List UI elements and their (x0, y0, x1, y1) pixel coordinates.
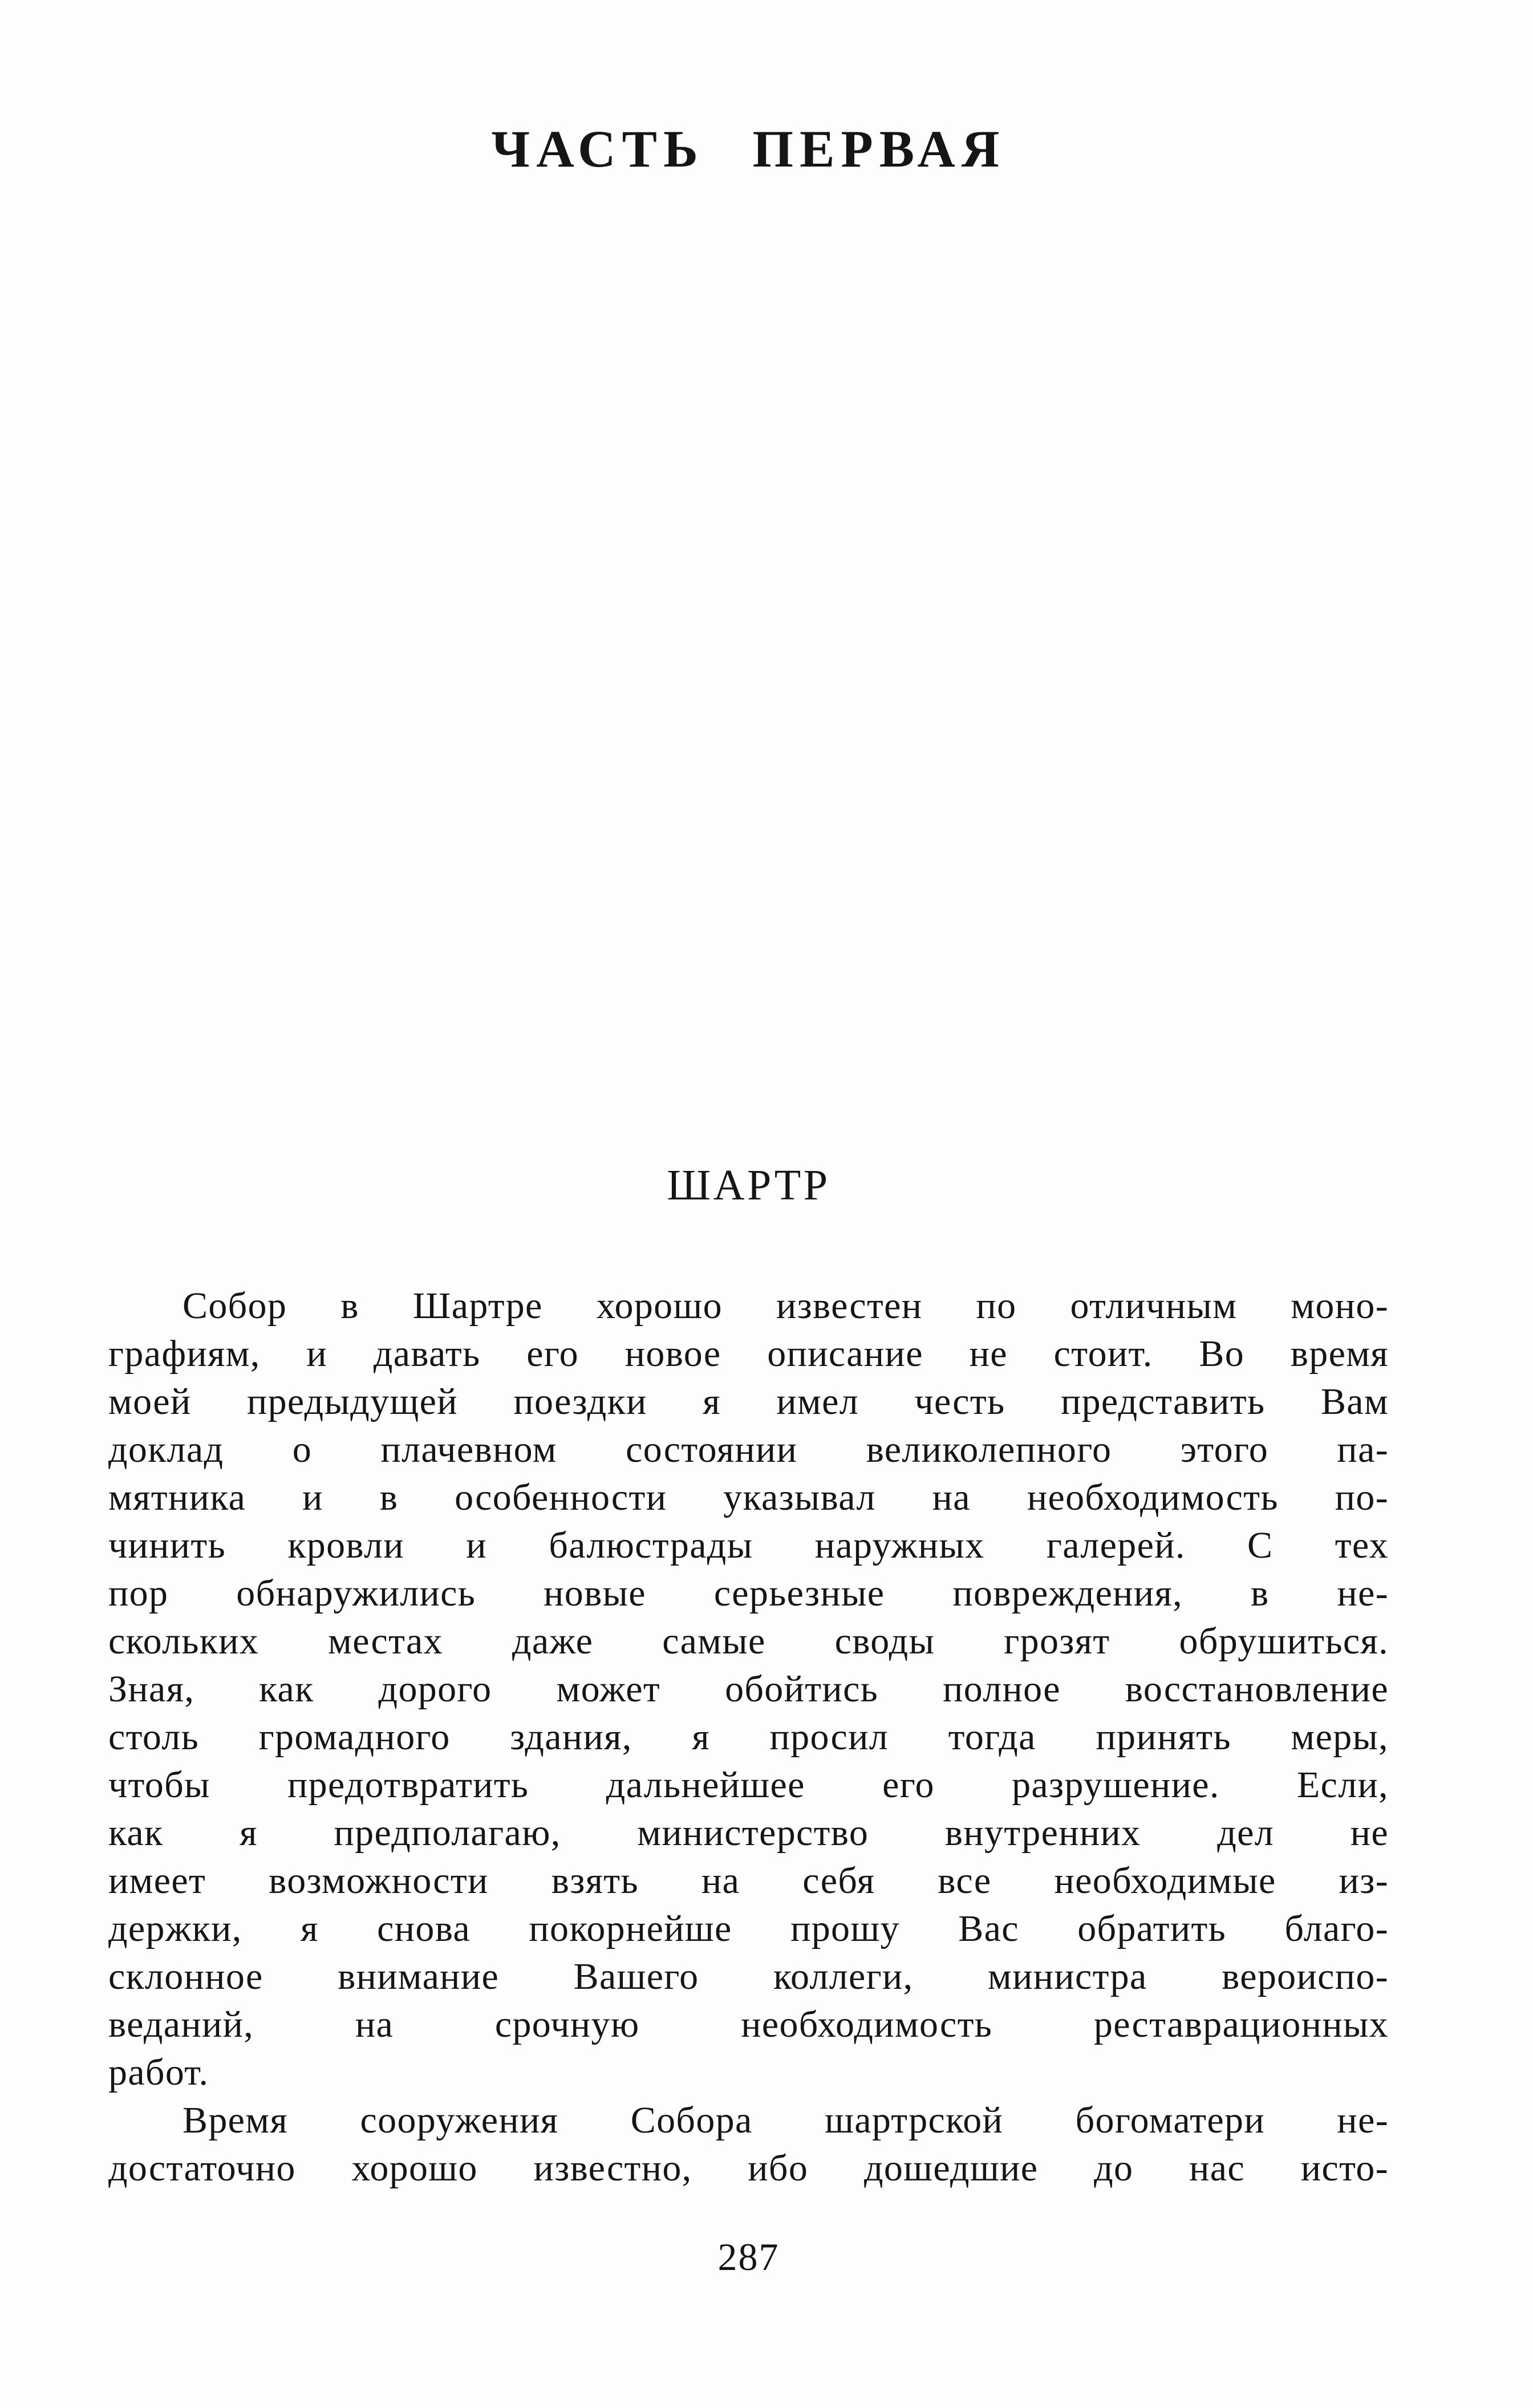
text-line: скольких местах даже самые своды грозят обрушиться. (108, 1620, 1389, 1662)
text-line: доклад о плачевном состоянии великолепного этого па- (108, 1429, 1389, 1470)
text-line: имеет возможности взять на себя все необходимые из- (108, 1860, 1389, 1902)
text-line: как я предполагаю, министерство внутренних дел не (108, 1812, 1389, 1854)
text-line: чтобы предотвратить дальнейшее его разрушение. Если, (108, 1764, 1389, 1806)
text-line: достаточно хорошо известно, ибо дошедшие до нас исто- (108, 2147, 1389, 2189)
part-heading: ЧАСТЬ ПЕРВАЯ (491, 120, 1006, 178)
text-line: склонное внимание Вашего коллеги, министра вероиспо- (108, 1956, 1389, 1997)
text-line: моей предыдущей поездки я имел честь представить Вам (108, 1381, 1389, 1422)
page-number: 287 (717, 2235, 780, 2279)
text-line: мятника и в особенности указывал на необходимость по- (108, 1477, 1389, 1518)
text-line: чинить кровли и балюстрады наружных галерей. С тех (108, 1525, 1389, 1566)
text-line: работ. (108, 2052, 209, 2093)
text-line: веданий, на срочную необходимость реставрационных (108, 2004, 1389, 2045)
text-line: Собор в Шартре хорошо известен по отличным моно- (182, 1285, 1389, 1327)
text-line: держки, я снова покорнейше прошу Вас обратить благо- (108, 1908, 1389, 1949)
text-line: Зная, как дорого может обойтись полное восстановление (108, 1668, 1389, 1710)
text-line: столь громадного здания, я просил тогда принять меры, (108, 1716, 1389, 1758)
chapter-heading: ШАРТР (667, 1161, 830, 1209)
text-line: Время сооружения Собора шартрской богоматери не- (182, 2099, 1389, 2141)
text-line: графиям, и давать его новое описание не стоит. Во время (108, 1333, 1389, 1375)
body-text (108, 1282, 1389, 2192)
text-line: пор обнаружились новые серьезные повреждения, в не- (108, 1572, 1389, 1614)
